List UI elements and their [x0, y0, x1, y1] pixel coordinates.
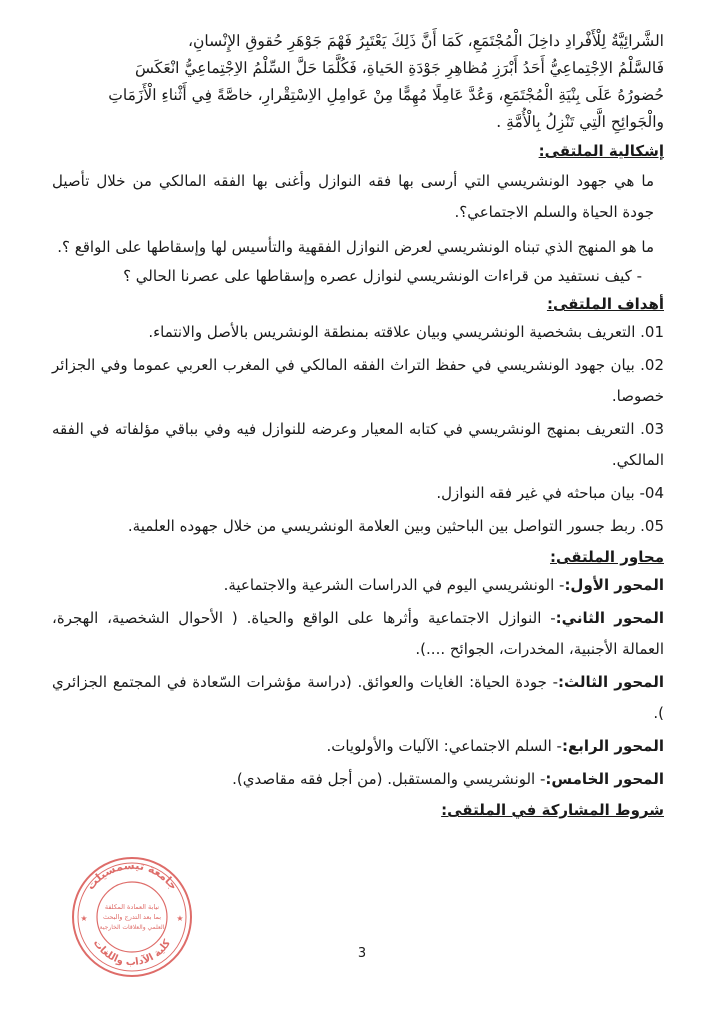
goal-number: 01: [644, 323, 664, 341]
axis-text: - السلم الاجتماعي: الآليات والأولويات.: [326, 737, 562, 755]
goal-text: . التعريف بمنهج الونشريسي في كتابه المعيار وعرضه للنوازل فيه وفي بباقي مؤلفاته في الفقه المالكي.: [52, 420, 664, 469]
goal-text: بيان مباحثه في غير فقه النوازل.: [436, 484, 640, 502]
goal-item: [52, 414, 664, 476]
intro-line: حُضورُهُ عَلَى بِنْيَةِ الْمُجْتَمَعِ، وَعُدَّ عَامِلًا مُهِمًّا مِنْ عَوامِلِ الاِسْتِقْرارِ، خاصَّةً فِي أَثْناءِ الْأَزَمَاتِ: [108, 86, 664, 104]
problem-question-3: - كيف نستفيد من قراءات الونشريسي لنوازل عصره وإسقاطها على عصرنا الحالي ؟: [123, 267, 642, 285]
svg-text:★: ★: [176, 914, 184, 923]
goals-heading: أهداف الملتقى:: [546, 295, 664, 313]
axis-item: [52, 667, 664, 729]
axis-text: - الونشريسي اليوم في الدراسات الشرعية والاجتماعية.: [223, 576, 565, 594]
intro-line: الشَّرائِيَّةُ لِلْأَفْرادِ داخِلَ الْمُجْتَمَعِ، كَمَا أَنَّ ذَلِكَ يَعْتَبِرُ فَهْمَ جَوْهَرِ حُقوقِ الإِنْسانِ،: [188, 32, 664, 50]
goal-text: . ربط جسور التواصل بين الباحثين وبين العلامة الونشريسي من خلال جهوده العلمية.: [127, 517, 645, 535]
axis-item: [52, 764, 664, 795]
axis-label: المحور الثالث:: [558, 673, 664, 691]
axis-label: المحور الخامس:: [545, 770, 664, 788]
svg-text:كلية الآداب واللغات: كلية الآداب واللغات: [90, 937, 174, 969]
document-page: [52, 28, 664, 823]
intro-block: [52, 28, 664, 136]
svg-text:جامعة تيسمسيلت: جامعة تيسمسيلت: [84, 858, 181, 893]
goal-item: [52, 478, 664, 509]
goal-number: 02: [644, 356, 664, 374]
goal-number: 05: [644, 517, 664, 535]
axis-item: [52, 570, 664, 601]
goal-item: [52, 511, 664, 542]
svg-text:نيابة العمادة المكلفة: نيابة العمادة المكلفة: [104, 903, 160, 911]
axis-text: - الونشريسي والمستقبل. (من أجل فقه مقاصدي).: [232, 770, 546, 788]
svg-text:★: ★: [80, 914, 88, 923]
page-number: 3: [357, 946, 367, 961]
intro-line: فَالسَّلْمُ الاِجْتِماعِيُّ أَحَدُ أَبْرَزِ مُظاهِرِ جَوْدَةِ الحَياةِ، فَكُلَّمَا حَلَّ السِّلْمُ الاِجْتِماعِيُّ انْعَكَسَ: [135, 59, 664, 77]
problem-question-1: ما هي جهود الونشريسي التي أرسى بها فقه النوازل وأغنى بها الفقه المالكي من خلال تأصيل جودة الحياة والسلم الاجتماعي؟.: [52, 172, 654, 221]
axis-text: - جودة الحياة: الغايات والعوائق. (دراسة مؤشرات السّعادة في المجتمع الجزائري ).: [52, 673, 664, 722]
axis-item: [52, 731, 664, 762]
svg-text:العلمي والعلاقات الخارجية: العلمي والعلاقات الخارجية: [99, 924, 165, 931]
goal-text: . بيان جهود الونشريسي في حفظ التراث الفقه المالكي في المغرب العربي عموما وفي الجزائر خصوصا.: [52, 356, 664, 405]
intro-line: والْجَوائِحِ الَّتِي تَنْزِلُ بِالْأُمَّةِ .: [496, 113, 664, 131]
axis-label: المحور الرابع:: [561, 737, 664, 755]
goal-number: 03: [644, 420, 664, 438]
problem-question-2: ما هو المنهج الذي تبناه الونشريسي لعرض النوازل الفقهية والتأسيس لها وإسقاطها على الواقع ؟.: [57, 238, 654, 256]
axis-label: المحور الأول:: [564, 576, 664, 594]
axis-text: - النوازل الاجتماعية وأثرها على الواقع والحياة. ( الأحوال الشخصية، الهجرة، العمالة الأجنبية، المخدرات، الجوائح ....).: [52, 609, 664, 658]
axes-heading: محاور الملتقى:: [550, 548, 664, 566]
goal-item: [52, 350, 664, 412]
goal-number: 04-: [639, 484, 664, 502]
axis-label: المحور الثاني:: [555, 609, 664, 627]
goal-item: [52, 317, 664, 348]
problem-heading: إشكالية الملتقى:: [538, 142, 664, 160]
participation-heading: شروط المشاركة في الملتقى:: [441, 801, 664, 819]
svg-text:بما بعد التدرج والبحث: بما بعد التدرج والبحث: [102, 913, 162, 921]
axis-item: [52, 603, 664, 665]
goal-text: . التعريف بشخصية الونشريسي وبيان علاقته بمنطقة الونشريس بالأصل والانتماء.: [148, 323, 645, 341]
